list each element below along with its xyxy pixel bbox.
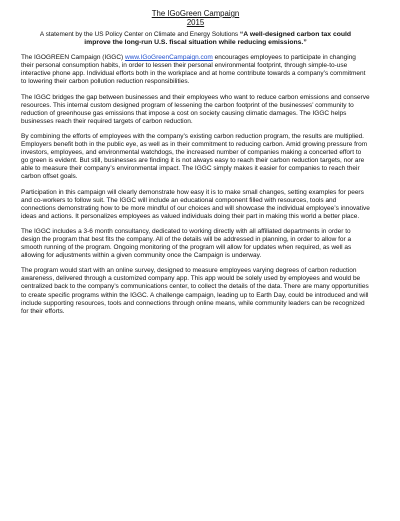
paragraph-2: The IGGC bridges the gap between businesses and their employees who want to reduce carbon emissions and conserve resources. This internal custom designed program of lessening the carbon footprint of the businesses’ community to reduction of greenhouse gas emissions that impose a cost on society causing climatic damages. The IGGC helps businesses reach their required targets of carbon reduction. [21,93,370,125]
paragraph-1-before: The IGOGREEN Campaign (IGGC) [21,54,126,62]
document-title [21,10,370,27]
campaign-year: 2015 [186,17,205,27]
paragraph-4: Participation in this campaign will clearly demonstrate how easy it is to make small changes, setting examples for peers and co-workers to follow suit. The IGGC will include an educational component filled with resources, tools and connections demonstrating how to be more mindful of our choices and will showcase the individual employee’s innovative ideas and actions. It personalizes employees as valued individuals doing their part in making this world a better place. [21,188,370,220]
paragraph-1-after: encourages employees to participate in changing their personal consumption habits, in order to lessen their personal environmental footprint, through simple-to-use interactive phone app. Individual efforts both in the workplace and at home contribute towards a company’s commitment to lowering their carbon pollution reduction responsibilities. [21,54,366,86]
intro-quote: “A well-designed carbon tax could improve the long-run U.S. fiscal situation while reducing emissions.” [84,31,352,47]
paragraph-5: The IGGC includes a 3-6 month consultancy, dedicated to working directly with all affiliated departments in order to design the program that best fits the company. All of the details will be addressed in planning, in order to allow for a smooth running of the program. Ongoing monitoring of the program will allow for updates when required, as well as allowing for adjustments within a given community once the Campaign is underway. [21,227,352,260]
paragraph-1 [21,54,370,86]
intro-statement [21,31,370,47]
intro-lead: A statement by the US Policy Center on Climate and Energy Solutions [39,31,240,39]
campaign-website-link[interactable]: www.IGoGreenCampaign.com [125,54,213,62]
paragraph-6: The program would start with an online survey, designed to measure employees varying degrees of carbon reduction awareness, delivered through a customized company app. This app would be solely used by employees and would be centralized back to the company’s communications center, to collect the details of the data. There are many opportunities to create specific programs within the IGGC. A challenge campaign, leading up to Earth Day, could be introduced and will include supporting resources, tools and connections through online means, while community leaders can be recognized for their efforts. [21,267,369,315]
campaign-title: The IGoGreen Campaign [151,9,240,18]
paragraph-3: By combining the efforts of employees with the company’s existing carbon reduction program, the results are multiplied. Employers benefit both in the public eye, as well as in their commitment to reducing carbon. Amid growing pressure from investors, employees, and environmental watchdogs, the increased number of companies making a concerted effort to go green is evident. But still, businesses are finding it is not always easy to reach their carbon reduction targets, nor are able to measure their company’s environmental impact. The IGGC simply makes it easier for companies to reach their carbon offset goals. [21,132,368,181]
